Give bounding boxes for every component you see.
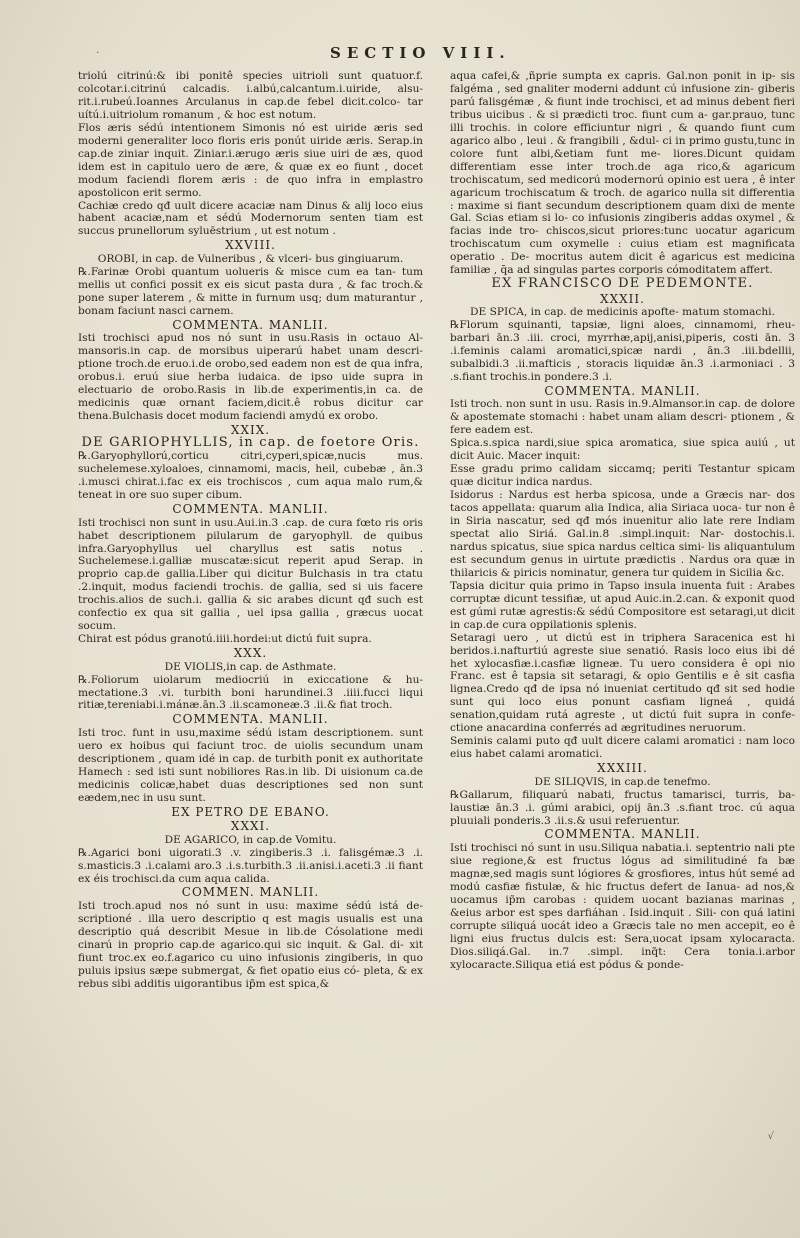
running-header xyxy=(0,44,800,66)
paragraph: Isidorus : Nardus est herba spicosa, unde a Græcis nar- dos tacos appellata: quarum alia Indica, alia Siriaca uoca- tur non ê in Siria nascatur, sed qđ mós inuenitur alio late rere Indiam spectat alio Siriá. Gal.in.8 .simpl.inquit: Nar- dostochis.i. nardus spicatus, siue spica nardus celtica simi- lis aliquantulum est secundum genus in uirtute prædictis . Nardus ora quæ in thilaricis & piricis nominatur, genera tur quidem in Sicilia &c. xyxy=(450,489,795,579)
paragraph: Chirat est pódus granotú.iiii.hordei:ut dictú fuit supra. xyxy=(78,633,372,646)
section-heading: COMMENTA. MANLII. xyxy=(172,502,329,517)
paragraph: triolú citrinú:& ibi ponitê species uitrioli sunt quatuor.f. colcotar.i.citrinú calcadis. i.albú,calcantum.i.uiride, alsu- rit.i.rubeú.Ioannes Arculanus in cap.de febel dicit.colco- tar uítú.i.uitriolum romanum , & hoc est notum. xyxy=(78,70,423,121)
section-heading: COMMEN. MANLII. xyxy=(181,885,320,900)
paragraph: Isti trochisci apud nos nó sunt in usu.Rasis in octauo Al- mansoris.in cap. de morsibus uiperarú habet unam descri- ptione troch.de eruo.i.de orobo,sed eadem non est de qua infra, orobus.i. eruú siue herba iudaica. de ipso uide supra in electuario de orobo.Rasis in lib.de experimentis,in ca. de medicinis quæ ornant faciem,dicit.ê robus dicitur car thena.Bulchasis docet modum faciendi amydú ex orobo. xyxy=(78,332,423,422)
paragraph: aqua cafei,& ,ñprie sumpta ex capris. Gal.non ponit in ip- sis falgéma , sed gnaliter moderni addunt cú infusione zin- giberis parú falisgémæ , & fiunt inde trochisci, et ad minus debent fieri tribus uicibus . & si prædicti troc. fiunt cum a- gar.prauo, tunc illi trochis. in colore efficiuntur nigri , & quando fiunt cum agarico albo , leui . & frangibili , &dul- ci in primo gustu,tunc in colore funt albi,&etiam funt me- liores.Dicunt quidam differentiam esse inter troch.de aga rico,& agaricum trochiscatum, sed medicorú modernorú opinio est uera , ê inter agaricum trochiscatum & troch. de agarico nulla sit differentia : maxime si fiant secundum descriptionem quam dixi de mente Gal. Scias etiam si lo- co infusionis zingiberis addas oxymel , & facias inde tro- chiscos,sicut priores:tunc uocatur agaricum trochiscatum cum oxymelle : cuius etiam est magnificata operatio . De- mocritus autem dicit ê agaricus est medicina familiæ , q̄a ad singulas partes corporis cómoditatem affert. xyxy=(450,70,795,277)
section-heading: EX FRANCISCO DE PEDEMONTE. xyxy=(491,276,754,292)
paragraph: ℞Gallarum, filiquarú nabati, fructus tamarisci, turris, ba- laustiæ ān.3 .i. gúmi arabici, opij ān.3 .s.fiant troc. cú aqua pluuiali ponderis.3 .ii.s.& usui referuentur. xyxy=(450,788,795,827)
paragraph: Esse gradu primo calidam siccamq; periti Testantur spicam quæ dicitur indica nardus. xyxy=(450,463,795,489)
paragraph: ℞.Garyophyllorú,corticu citri,cyperi,spicæ,nucis mus. suchelemese.xyloaloes, cinnamomi, macis, heil, cubebæ , ān.3 .i.musci chirat.i.fac ex eis trochiscos , cum aqua malo rum,& teneat in ore suo super cibum. xyxy=(78,450,423,502)
right-column xyxy=(450,70,795,972)
paragraph: Isti troc. funt in usu,maxime sédú istam descriptionem. sunt uero ex hoibus qui faciunt troc. de uiolis secundum unam descriptionem , quam idé in cap. de turbith ponit ex authoritate Hamech : sed isti sunt nobiliores Ras.in lib. Di uisionum ca.de medicinis colicæ,habet duas descriptiones sed non sunt eædem,nec in usu sunt. xyxy=(78,726,423,804)
section-heading: XXX. xyxy=(233,646,268,661)
corner-mark: √ xyxy=(767,1131,774,1142)
paragraph: Seminis calami puto qđ uult dicere calami aromatici : nam loco eius habet calami aromatici. xyxy=(450,735,795,761)
paragraph: Setaragi uero , ut dictú est in triphera Saracenica est hi beridos.i.nafturtiú agreste siue senatió. Rasis loco eius ibi dé het xylocasfiæ.i.casfiæ ligneæ. Tu uero considera ê opi nio Franc. est ê tapsia sit setaragi, & opio Gentilis e ê sit casfia lignea.Credo qđ de ipsa nó inueniat certitudo qđ sit sed hodie sunt qui loco eius ponunt casfiam ligneá , quidá senation,quidam rutá agreste , ut dictú fuit supra in confe- ctione anacardina conferrés ad ægritudines neruorum. xyxy=(450,631,795,735)
paragraph: Flos æris sédú intentionem Simonis nó est uiride æris sed moderni generaliter loco floris eris ponút uiride æris. Serap.in cap.de ziniar inquit. Ziniar.i.ærugo æris siue uiri de æs, quod idem est in capitulo uero de ære, & quæ ex eo fiunt , docet modum faciendi florem æris : de quo infra in emplastro apostolicon erit sermo. xyxy=(78,121,423,199)
section-heading: XXXII. xyxy=(600,291,645,306)
section-heading: XXIX. xyxy=(230,422,271,437)
section-subheading: DE SILIQVIS, in cap.de tenefmo. xyxy=(534,775,711,788)
section-heading: EX PETRO DE EBANO. xyxy=(171,804,330,819)
section-heading: XXXIII. xyxy=(597,761,648,776)
section-heading: COMMENTA. MANLII. xyxy=(544,827,701,842)
section-heading: XXXI. xyxy=(230,819,271,834)
paragraph: Isti troch. non sunt in usu. Rasis in.9.Almansor.in cap. de dolore & apostemate stomachi : habet unam aliam descri- ptionem , & fere eadem est. xyxy=(450,398,795,437)
paragraph: Spica.s.spica nardi,siue spica aromatica, siue spica auiú , ut dicit Auic. Macer inquit: xyxy=(450,437,795,463)
section-title: SECTIO VIII. xyxy=(330,44,511,62)
section-heading: COMMENTA. MANLII. xyxy=(172,712,329,727)
paragraph: Isti troch.apud nos nó sunt in usu: maxime sédú istá de- scriptioné . illa uero descriptio q est magis usualis est una descriptio quá describit Mesue in lib.de Cósolatione medi cinarú in proprio cap.de agarico.qui sic inquit. & Gal. di- xit fiunt troc.ex eo.f.agarico cu uino infusionis zingiberis, in quo puluis ipsius sæpe submergat, & fiet opatio eius có- pleta, & ex rebus sibi additis uigorantibus ip̃m est spica,& xyxy=(78,899,423,990)
paragraph: Cachiæ credo qđ uult dicere acaciæ nam Dinus & alij loco eius habent acaciæ,nam et sédú Modernorum senten tiam est succus prunellorum syluēstrium , ut est notum . xyxy=(78,199,423,238)
section-subheading: DE AGARICO, in cap.de Vomitu. xyxy=(164,833,337,846)
paragraph: Tapsia dicitur quia primo in Tapso insula inuenta fuit : Arabes corruptæ dicunt tessifiæ, ut apud Auic.in.2.can. & exponit quod est gúmi rutæ agrestis:& sédú Compositore est setaragi,ut dicit in cap.de cura oppilationis splenis. xyxy=(450,579,795,631)
section-heading: XXVIII. xyxy=(225,238,276,253)
paragraph: ℞.Farinæ Orobi quantum uolueris & misce cum ea tan- tum mellis ut confici possit ex eis sicut pasta dura , & fac troch.& pone super laterem , & mitte in furnum usq; dum maturantur , bonam faciunt nasci carnem. xyxy=(78,265,423,317)
section-subheading: OROBI, in cap. de Vulneribus , & vlceri- bus gingiuarum. xyxy=(97,252,404,265)
paragraph: Isti trochisci non sunt in usu.Aui.in.3 .cap. de cura fœto ris oris habet descriptionem pilularum de garyophyll. de quibus infra.Garyophyllus uel charyllus est satis notus . Suchelemese.i.galliæ muscatæ:sicut reperit apud Serap. in proprio cap.de gallia.Liber qui dicitur Bulchasis in tra ctatu .2.inquit, modus faciendi trochis. de gallia, sed si uis facere trochis.alios de such.i. gallia & sic arabes dicunt qđ such est confectio ex qua sit gallia , uel ipsa gallia , græcus uocat socum. xyxy=(78,516,423,633)
section-heading: COMMENTA. MANLII. xyxy=(172,317,329,332)
paragraph: ℞Florum squinanti, tapsiæ, ligni aloes, cinnamomi, rheu- barbari ān.3 .iii. croci, myrrhæ,apij,anisi,piperis, costi ān. 3 .i.feminis calami aromatici,spicæ nardi , ān.3 .iii.bdellii, subalbidi.3 .ii.mafticis , storacis liquidæ ān.3 .i.armoniaci . 3 .s.fiant trochis.in pondere.3 .i. xyxy=(450,319,795,384)
section-subheading: DE SPICA, in cap. de medicinis apofte- matum stomachi. xyxy=(470,306,775,319)
paragraph: Isti trochisci nó sunt in usu.Siliqua nabatia.i. septentrio nali pte siue regione,& est fructus lógus ad similitudiné fa bæ magnæ,sed magis sunt lógiores & grosfiores, intus hút semé ad modú casfiæ fistulæ, & hic fructus defert de Ianua- ad nos,& uocamus ip̃m carobas : quidem uocant bazianas marinas , &eius arbor est spes darfiáhan . Isid.inquit . Sili- con quá latini corrupte siliquá uocát ideo a Græcis tale no men accepit, eo ê ligni eius fructus dulcis est: Sera,uocat ipsam xylocaracta. Dios.siliqá.Gal. in.7 .simpl. inq̃t: Cera tonia.i.arbor xylocaracte.Siliqua etiá est pódus & ponde- xyxy=(450,841,795,971)
section-heading: COMMENTA. MANLII. xyxy=(544,383,701,398)
left-column xyxy=(78,70,423,991)
paragraph: ℞.Foliorum uiolarum mediocriú in exiccatione & hu- mectatione.3 .vi. turbith boni harundinei.3 .iiii.fucci liqui ritiæ,tereniabi.i.mánæ.ān.3 .ii.scamoneæ.3 .ii.& fiat troch. xyxy=(78,673,423,712)
header-mark: · xyxy=(96,46,100,59)
paragraph: ℞.Agarici boni uigorati.3 .v. zingiberis.3 .i. falisgémæ.3 .i. s.masticis.3 .i.calami aro.3 .i.s.turbith.3 .ii.anisi.i.aceti.3 .ii fiant ex éis trochisci.da cum aqua calida. xyxy=(78,846,423,885)
section-subheading: DE VIOLIS,in cap. de Asthmate. xyxy=(164,660,337,673)
section-subheading: DE GARIOPHYLLIS, in cap. de foetore Oris. xyxy=(81,435,420,451)
